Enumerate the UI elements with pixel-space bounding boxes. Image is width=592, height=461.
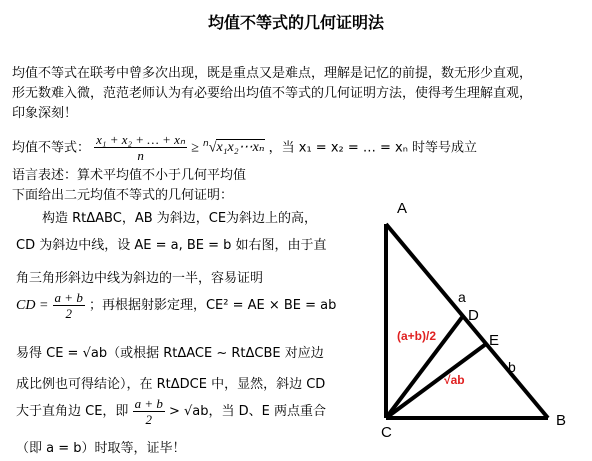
inequality-denominator: n — [137, 148, 144, 164]
line7-rest: > √ab，当 D、E 两点重合 — [169, 404, 327, 419]
label-c-vertex: C — [381, 424, 392, 441]
proof-line-5: 易得 CE = √ab（或根据 RtΔACE ~ RtΔCBE 对应边 — [16, 346, 324, 361]
verbal-statement: 语言表述：算术平均值不小于几何平均值 — [12, 168, 247, 183]
height-ce — [386, 344, 486, 418]
intro-line-2: 形无数难入微，范范老师认为有必要给出均值不等式的几何证明方法，使得考生理解直观， — [12, 86, 533, 101]
label-a-segment: a — [458, 289, 466, 305]
label-e-point: E — [489, 332, 500, 349]
inequality-numerator: x₁ + x₂ + … + xₙ — [96, 132, 186, 148]
page-title: 均值不等式的几何证明法 — [207, 13, 384, 32]
proof-line-2: CD 为斜边中线，设 AE = a, BE = b 如右图，由于直 — [16, 238, 327, 253]
cd-lhs: CD = — [16, 298, 49, 313]
label-b-vertex: B — [556, 412, 567, 429]
proof-line-3: 角三角形斜边中线为斜边的一半，容易证明 — [16, 271, 264, 286]
line7-numerator: a + b — [134, 396, 163, 411]
root-sign-icon: √ — [208, 140, 217, 156]
cd-rest: ；再根据射影定理，CE² = AE × BE = ab — [88, 298, 337, 313]
proof-line-6: 成比例也可得结论），在 RtΔDCE 中，显然，斜边 CD — [16, 377, 326, 392]
line7-prefix: 大于直角边 CE，即 — [16, 404, 129, 419]
label-b-segment: b — [508, 359, 516, 375]
inequality-condition: ，当 x₁ = x₂ = … = xₙ 时等号成立 — [268, 140, 478, 156]
proof-line-8: （即 a = b）时取等，证毕！ — [16, 441, 186, 456]
root-index: n — [203, 139, 209, 149]
line7-denominator: 2 — [145, 412, 152, 427]
inequality-geq: ≥ — [191, 140, 199, 156]
intro-line-3: 印象深刻！ — [12, 106, 78, 121]
intro-line-1: 均值不等式在联考中曾多次出现，既是重点又是难点，理解是记忆的前提，数无形少直观， — [12, 66, 533, 81]
proof-intro: 下面给出二元均值不等式的几何证明： — [12, 188, 234, 203]
inequality-radicand: x₁x₂⋯xₙ — [216, 140, 265, 156]
label-a-vertex: A — [397, 200, 408, 217]
cd-denominator: 2 — [65, 306, 72, 321]
proof-line-1: 构造 RtΔABC，AB 为斜边，CE为斜边上的高， — [42, 211, 318, 226]
label-d-point: D — [468, 307, 479, 324]
label-height-length: √ab — [444, 373, 465, 387]
cd-numerator: a + b — [54, 290, 83, 305]
label-median-length: (a+b)/2 — [397, 329, 437, 343]
inequality-label: 均值不等式： — [12, 140, 91, 156]
